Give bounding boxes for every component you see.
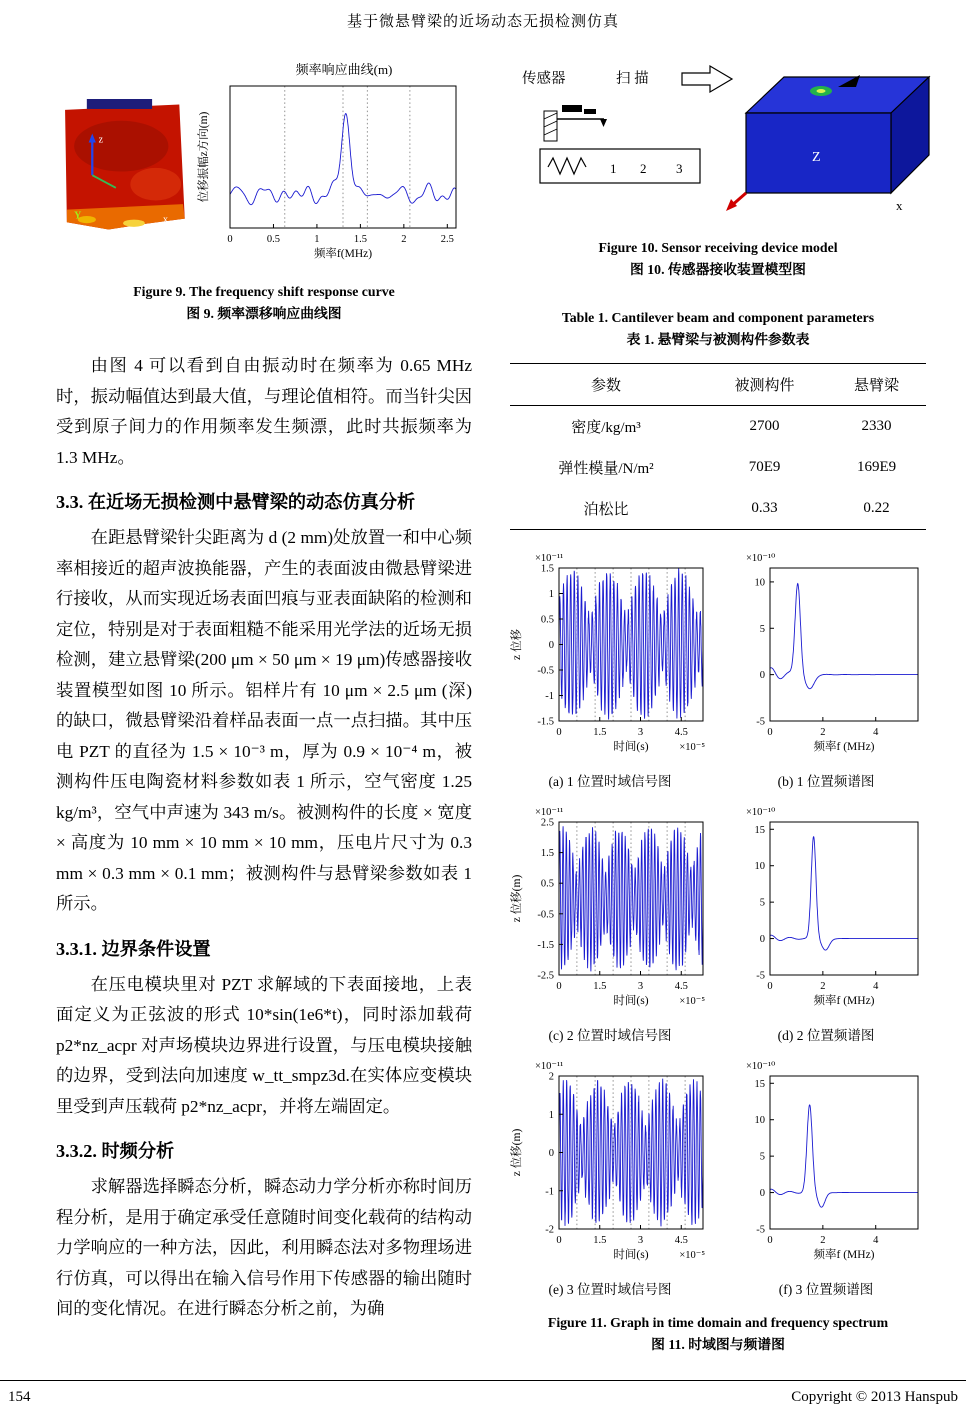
col-header-component: 被测构件	[702, 364, 828, 406]
svg-text:4: 4	[873, 981, 879, 992]
svg-text:1.5: 1.5	[540, 563, 554, 575]
cell-density-cantilever: 2330	[861, 418, 892, 434]
figure9-response-plot	[194, 78, 468, 275]
svg-text:时间(s): 时间(s)	[613, 1249, 649, 1261]
table1-caption-en: Table 1. Cantilever beam and component parameters	[561, 310, 875, 325]
scan-arrow-icon	[682, 66, 732, 92]
model-top-bar	[87, 99, 152, 109]
blue-block-model	[726, 75, 929, 213]
position-2-label: 2	[640, 161, 647, 176]
fig11-plot-b	[726, 548, 926, 768]
figure11-caption-zh: 图 11. 时域图与频谱图	[651, 1337, 785, 1352]
block-axis-z-label: Z	[812, 150, 821, 165]
svg-text:-2: -2	[545, 1224, 554, 1236]
cell-density-label: 密度/kg/m³	[571, 420, 641, 436]
model-axis-x-label: x	[162, 214, 168, 226]
svg-text:0: 0	[767, 727, 773, 738]
model-axis-z-label: z	[98, 134, 104, 146]
svg-text:2.5: 2.5	[440, 234, 454, 245]
svg-text:10: 10	[754, 577, 765, 589]
svg-text:z 位移(m): z 位移(m)	[511, 874, 523, 923]
figure9-plot-block	[194, 59, 468, 275]
figure11-grid	[504, 548, 932, 1298]
svg-text:-1.5: -1.5	[537, 939, 554, 951]
figure11-cell-a	[507, 548, 713, 790]
svg-text:2: 2	[401, 234, 407, 245]
svg-text:位移振幅z方向(m): 位移振幅z方向(m)	[198, 111, 210, 203]
svg-text:×10⁻¹⁰: ×10⁻¹⁰	[746, 1061, 776, 1072]
svg-text:1: 1	[314, 234, 320, 245]
svg-text:-5: -5	[756, 1224, 765, 1236]
svg-text:0: 0	[767, 1235, 773, 1246]
svg-text:-1.5: -1.5	[537, 716, 554, 728]
fig11-plot-f	[726, 1056, 926, 1276]
parameters-table	[510, 363, 925, 530]
svg-text:1.5: 1.5	[540, 848, 554, 860]
svg-text:×10⁻¹¹: ×10⁻¹¹	[535, 1061, 564, 1072]
svg-text:3: 3	[637, 1235, 644, 1246]
section-3-3-heading: 3.3. 在近场无损检测中悬臂梁的动态仿真分析	[56, 492, 416, 512]
svg-text:×10⁻¹¹: ×10⁻¹¹	[535, 807, 564, 818]
figure11-cell-e	[507, 1056, 713, 1298]
svg-text:4.5: 4.5	[674, 1235, 688, 1246]
svg-text:0.5: 0.5	[540, 614, 554, 626]
svg-text:4: 4	[873, 1235, 879, 1246]
svg-text:-0.5: -0.5	[537, 909, 554, 921]
svg-text:15: 15	[754, 824, 765, 836]
page-footer	[0, 1380, 966, 1406]
svg-text:1.5: 1.5	[593, 981, 607, 992]
section-3-3-2-heading: 3.3.2. 时频分析	[56, 1141, 175, 1161]
figure10-caption-zh: 图 10. 传感器接收装置模型图	[630, 262, 806, 277]
svg-text:-1: -1	[545, 691, 554, 702]
figure9-caption-zh: 图 9. 频率漂移响应曲线图	[186, 306, 342, 321]
svg-text:-1: -1	[545, 1186, 554, 1198]
svg-text:频率f(MHz): 频率f(MHz)	[313, 248, 373, 260]
fig11-plot-a	[507, 548, 713, 768]
fig11-subcaption-d: (d) 2 位置频谱图	[777, 1028, 875, 1043]
col-header-cantilever: 悬臂梁	[827, 364, 925, 406]
svg-text:15: 15	[754, 1078, 765, 1090]
figure9	[56, 59, 472, 275]
svg-text:1.5: 1.5	[593, 1235, 607, 1246]
figure9-plot-title: 频率响应曲线(m)	[295, 62, 393, 77]
figure9-caption-en: Figure 9. The frequency shift response curve	[133, 284, 395, 299]
cell-poisson-component: 0.33	[751, 500, 778, 516]
svg-text:1: 1	[548, 1109, 554, 1121]
svg-text:0: 0	[556, 1235, 562, 1246]
svg-text:5: 5	[759, 897, 765, 909]
svg-text:0.5: 0.5	[266, 234, 281, 245]
probe-tip-icon	[600, 119, 607, 127]
svg-text:0: 0	[548, 640, 554, 651]
svg-text:2: 2	[820, 727, 826, 738]
svg-text:2: 2	[820, 1235, 826, 1246]
table-row	[510, 447, 925, 488]
svg-text:频率f (MHz): 频率f (MHz)	[813, 741, 875, 753]
svg-text:-0.5: -0.5	[537, 665, 554, 677]
paragraph-2: 在距悬臂梁针尖距离为 d (2 mm)处放置一和中心频率相接近的超声波换能器，产生的表面波由微悬臂梁进行接收，从而实现近场表面凹痕与亚表面缺陷的检测和定位，特别是对于表面粗糙不能采用光学法的近场无损检测，建立悬臂梁(200 μm × 50 μm × 19 μm)传感器接收装置模型如图 10 所示。铝样片有 10 μm × 2.5 μm (深)的缺口，微悬臂梁沿着样品表面一点一点扫描。其中压电 PZT 的直径为 1.5 × 10⁻³ m，厚为 0.9 × 10⁻⁴ m，被测构件压电陶瓷材料参数如表 1 所示，空气密度 1.25 kg/m³，空气中声速为 343 m/s。被测构件的长度 × 宽度 × 高度为 10 mm × 10 mm × 10 mm，压电片尺寸为 0.3 mm × 0.3 mm × 0.1 mm；被测构件与悬臂梁参数如表 1 所示。	[56, 528, 472, 913]
svg-text:频率f (MHz): 频率f (MHz)	[813, 1249, 875, 1261]
page-header-title: 基于微悬臂梁的近场动态无损检测仿真	[346, 14, 619, 30]
svg-text:-5: -5	[756, 970, 765, 982]
pzt-block	[562, 105, 582, 112]
position-1-label: 1	[610, 161, 617, 176]
block-axis-x-label: x	[896, 198, 903, 213]
figure11-caption-en: Figure 11. Graph in time domain and frequency spectrum	[547, 1315, 889, 1330]
svg-text:0: 0	[548, 1148, 554, 1159]
svg-text:z 位移(m): z 位移(m)	[511, 1128, 523, 1177]
sensor-label: 传感器	[522, 71, 566, 87]
figure11-cell-c	[507, 802, 713, 1044]
svg-text:4.5: 4.5	[674, 981, 688, 992]
right-column	[504, 59, 932, 1356]
figure11-cell-b	[726, 548, 926, 790]
figure10-graphic	[504, 63, 932, 223]
table-header-row	[510, 364, 925, 406]
svg-text:时间(s): 时间(s)	[613, 995, 649, 1007]
svg-text:×10⁻⁵: ×10⁻⁵	[679, 742, 705, 753]
paragraph-1: 由图 4 可以看到自由振动时在频率为 0.65 MHz 时，振动幅值达到最大值，与理论值相符。而当针尖因受到原子间力的作用频率发生频漂，此时共振频率为 1.3 MHz。	[56, 356, 472, 467]
svg-text:×10⁻¹¹: ×10⁻¹¹	[535, 553, 564, 564]
svg-text:×10⁻¹⁰: ×10⁻¹⁰	[746, 553, 776, 564]
fig11-subcaption-f: (f) 3 位置频谱图	[778, 1282, 874, 1297]
figure11-cell-f	[726, 1056, 926, 1298]
paragraph-3: 在压电模块里对 PZT 求解域的下表面接地，上表面定义为正弦波的形式 10*sin(1e6*t)，同时添加载荷 p2*nz_acpr 对声场模块边界进行设置，与压电模块接触的边界，受到法向加速度 w_tt_smpz3d.在实体应变模块里受到声压载荷 p2*nz_acpr，并将左端固定。	[56, 974, 472, 1116]
cell-modulus-component: 70E9	[748, 459, 781, 475]
svg-text:0: 0	[767, 981, 773, 992]
svg-text:10: 10	[754, 861, 765, 873]
left-column	[56, 59, 472, 1356]
svg-text:2: 2	[548, 1071, 554, 1083]
svg-text:3: 3	[637, 981, 644, 992]
svg-text:10: 10	[754, 1115, 765, 1127]
cell-modulus-label: 弹性模量/N/m²	[558, 461, 654, 477]
cell-modulus-cantilever: 169E9	[856, 459, 897, 475]
svg-text:0: 0	[759, 1188, 765, 1200]
svg-text:0: 0	[227, 234, 233, 245]
col-header-parameter: 参数	[510, 364, 701, 406]
svg-text:1.5: 1.5	[593, 727, 607, 738]
svg-text:0.5: 0.5	[540, 878, 554, 890]
page-number: 154	[8, 1389, 31, 1405]
cell-poisson-label: 泊松比	[583, 502, 629, 518]
svg-text:频率f (MHz): 频率f (MHz)	[813, 995, 875, 1007]
model-axis-y-label: Y	[74, 210, 82, 222]
table-row	[510, 488, 925, 530]
cell-density-component: 2700	[749, 418, 780, 434]
svg-text:0: 0	[556, 727, 562, 738]
figure11-cell-d	[726, 802, 926, 1044]
cell-poisson-cantilever: 0.22	[863, 500, 890, 516]
fig11-subcaption-b: (b) 1 位置频谱图	[777, 774, 875, 789]
svg-text:5: 5	[759, 1151, 765, 1163]
svg-text:5: 5	[759, 623, 765, 635]
svg-text:×10⁻⁵: ×10⁻⁵	[679, 996, 705, 1007]
fig11-subcaption-e: (e) 3 位置时域信号图	[548, 1282, 672, 1297]
svg-text:1.5: 1.5	[353, 234, 367, 245]
svg-text:3: 3	[637, 727, 644, 738]
svg-text:2: 2	[820, 981, 826, 992]
table1-caption-zh: 表 1. 悬臂梁与被测构件参数表	[626, 332, 810, 347]
fig11-plot-c	[507, 802, 713, 1022]
svg-text:0: 0	[556, 981, 562, 992]
svg-text:0: 0	[759, 934, 765, 946]
fig11-plot-e	[507, 1056, 713, 1276]
fig11-subcaption-a: (a) 1 位置时域信号图	[548, 774, 672, 789]
svg-text:1: 1	[548, 589, 554, 600]
svg-text:×10⁻⁵: ×10⁻⁵	[679, 1250, 705, 1261]
fig11-subcaption-c: (c) 2 位置时域信号图	[548, 1028, 672, 1043]
svg-text:z 位移: z 位移	[511, 629, 523, 660]
figure10-caption-en: Figure 10. Sensor receiving device model	[598, 240, 838, 255]
position-3-label: 3	[676, 161, 683, 176]
paragraph-4: 求解器选择瞬态分析，瞬态动力学分析亦称时间历程分析，是用于确定承受任意随时间变化载荷的结构动力学响应的一种方法，因此，利用瞬态法对多物理场进行仿真，可以得出在输入信号作用下传感器的输出随时间的变化情况。在进行瞬态分析之前，为确	[56, 1177, 472, 1318]
svg-text:时间(s): 时间(s)	[613, 741, 649, 753]
svg-text:-5: -5	[756, 716, 765, 728]
figure9-model-image	[56, 78, 192, 256]
fig11-plot-d	[726, 802, 926, 1022]
copyright-text: Copyright © 2013 Hanspub	[791, 1389, 958, 1405]
table-row	[510, 406, 925, 448]
svg-text:0: 0	[759, 670, 765, 682]
page-content	[0, 31, 966, 1356]
scan-label: 扫 描	[616, 71, 649, 87]
svg-text:2.5: 2.5	[540, 817, 554, 829]
svg-text:×10⁻¹⁰: ×10⁻¹⁰	[746, 807, 776, 818]
svg-text:4.5: 4.5	[674, 727, 688, 738]
svg-text:4: 4	[873, 727, 879, 738]
figure10	[504, 63, 932, 223]
section-3-3-1-heading: 3.3.1. 边界条件设置	[56, 938, 211, 959]
svg-text:-2.5: -2.5	[537, 970, 554, 982]
